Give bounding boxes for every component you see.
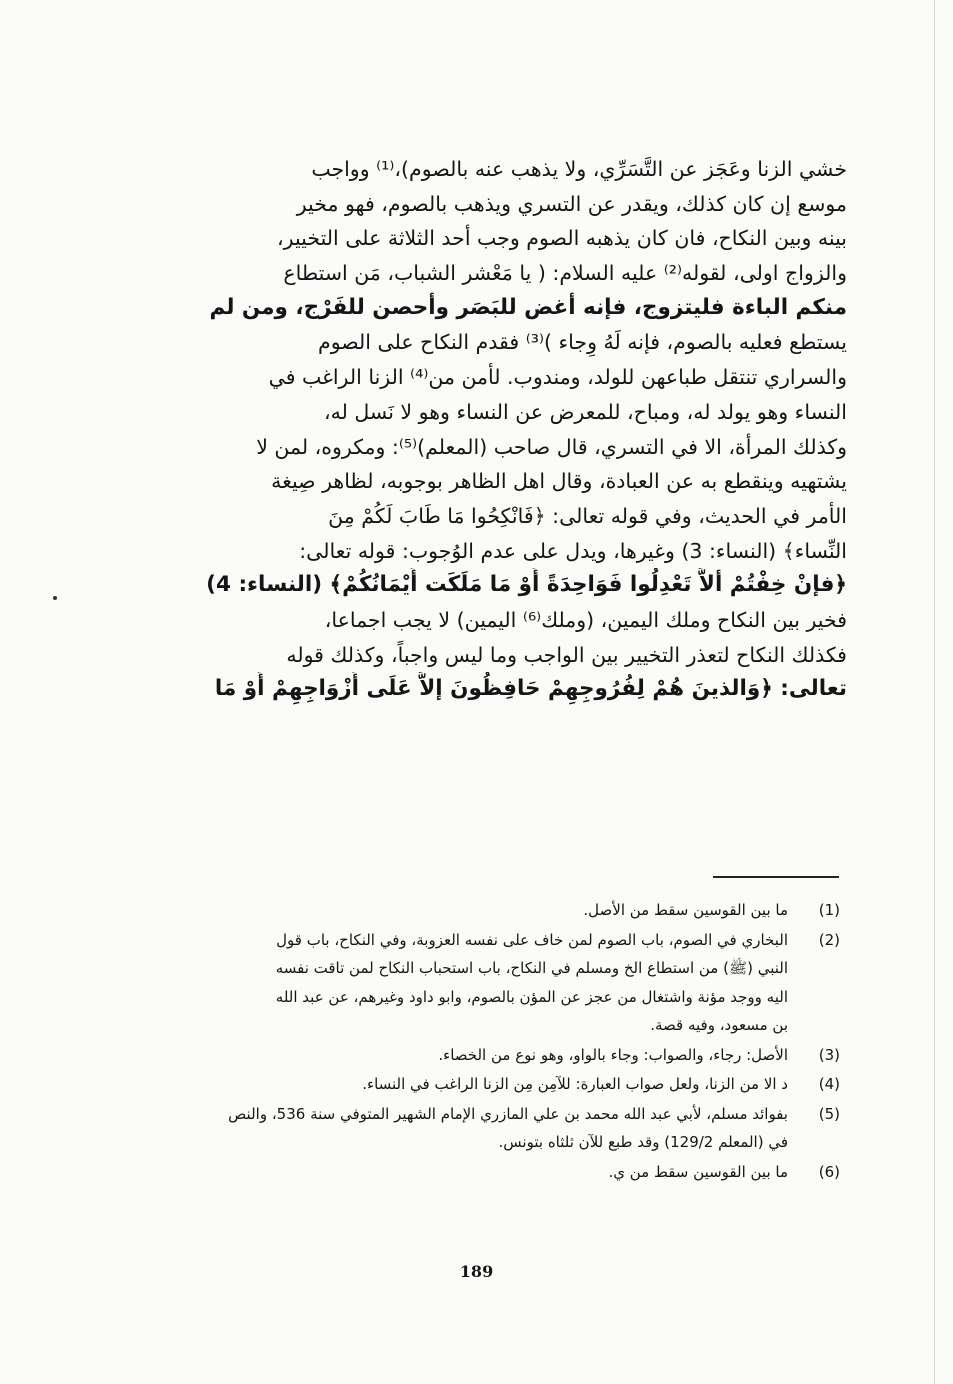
- footnote-line: في (المعلم 129/2) وقد طبع للآن ثلثاه بتونس.: [498, 1133, 788, 1151]
- ink-speck: [53, 596, 57, 600]
- footnote-line: بن مسعود، وفيه قصة.: [650, 1016, 788, 1034]
- body-line: فخير بين النكاح وملك اليمين، (وملك⁽⁶⁾ اليمين) لا يجب اجماعا،: [324, 607, 847, 632]
- body-line: النساء وهو يولد له، ومباح، للمعرض عن النساء وهو لا نَسل له،: [324, 399, 847, 424]
- footnote-text: [178, 1041, 788, 1070]
- footnote-line: ما بين القوسين سقط من الأصل.: [583, 901, 788, 919]
- footnote-line: د الا من الزنا، ولعل صواب العبارة: للآمِن مِن الزنا الراغب في النساء.: [362, 1075, 788, 1093]
- footnote-line: الأصل: رجاء، والصواب: وجاء بالواو، وهو نوع من الخصاء.: [438, 1045, 788, 1064]
- footnote-number: (2): [818, 930, 840, 949]
- body-line: موسع إن كان كذلك، ويقدر عن التسري ويذهب بالصوم، فهو مخير: [296, 191, 847, 216]
- footnote: [178, 1158, 840, 1187]
- footnote: [178, 1041, 840, 1070]
- footnote-number: (4): [818, 1075, 840, 1093]
- footnote: [178, 896, 840, 925]
- body-line: بينه وبين النكاح، فان كان يذهبه الصوم وجب أحد الثلاثة على التخيير،: [277, 226, 847, 251]
- footnote-line: البخاري في الصوم، باب الصوم لمن خاف على نفسه العزوبة، وفي النكاح، باب قول: [276, 930, 788, 949]
- footnote-number: (6): [818, 1162, 840, 1181]
- body-line: النِّساء﴾ (النساء: 3) وغيرها، ويدل على عدم الوُجوب: قوله تعالى:: [299, 538, 847, 563]
- footnote-text: [178, 896, 788, 925]
- body-line: والسراري تنتقل طباعهن للولد، ومندوب. لأمن من⁽⁴⁾ الزنا الراغب في: [268, 365, 847, 390]
- footnotes: [178, 896, 840, 1187]
- footnote-text: [178, 1158, 788, 1187]
- body-line-quran: ﴿فإنْ خِفْتُمْ ألاَّ تَعْدِلُوا فَوَاحِدَةً أَوْ مَا مَلَكَت أَيْمَانُكُمْ﴾ (النساء: 4): [206, 572, 847, 598]
- footnote-line: النبي (ﷺ) من استطاع الخ ومسلم في النكاح، باب استحباب النكاح لمن تاقت نفسه: [275, 959, 788, 977]
- body-line-quran: تعالى: ﴿وَالذينَ هُمْ لِفُرُوجِهِمْ حَافِظُونَ إلاَّ عَلَى أَزْوَاجِهِمْ أَوْ مَا: [214, 676, 847, 702]
- body-line: يستطع فعليه بالصوم، فإنه لَهُ وِجاء )⁽³⁾ فقدم النكاح على الصوم: [318, 330, 847, 355]
- body-line: يشتهيه وينقطع به عن العبادة، وقال اهل الظاهر بوجوبه، لظاهر صِيغة: [271, 469, 847, 494]
- footnote: [178, 1070, 840, 1099]
- main-text: [185, 152, 847, 707]
- body-line: والزواج اولى، لقوله⁽²⁾ عليه السلام: ( يا مَعْشر الشباب، مَن استطاع: [283, 261, 847, 286]
- page-edge-line: [934, 0, 935, 1384]
- footnote: [178, 1100, 840, 1157]
- footnote-number: (1): [818, 901, 840, 919]
- body-line-hadith: منكم الباءة فليتزوج، فإنه أغض للبَصَر وأحصن للفَرْج، ومن لم: [209, 294, 847, 320]
- footnote-text: [178, 1070, 788, 1099]
- page-number: 189: [459, 1262, 494, 1281]
- body-line: خشي الزنا وعَجَز عن التَّسَرِّي، ولا يذهب عنه بالصوم)،⁽¹⁾ وواجب: [311, 157, 847, 181]
- footnote-text: [178, 1100, 788, 1157]
- footnote: [178, 926, 840, 1040]
- footnote-number: (3): [818, 1045, 840, 1064]
- footnote-line: بفوائد مسلم، لأبي عبد الله محمد بن علي المازري الإمام الشهير المتوفي سنة 536، والنص: [228, 1104, 788, 1123]
- body-line: وكذلك المرأة، الا في التسري، قال صاحب (المعلم)⁽⁵⁾: ومكروه، لمن لا: [256, 434, 847, 459]
- footnote-separator: [713, 876, 839, 878]
- footnote-number: (5): [818, 1104, 840, 1123]
- footnote-text: [178, 926, 788, 1040]
- footnote-line: ما بين القوسين سقط من ي.: [608, 1162, 788, 1181]
- body-line: فكذلك النكاح لتعذر التخيير بين الواجب وما ليس واجباً، وكذلك قوله: [286, 642, 847, 667]
- body-line: الأمر في الحديث، وفي قوله تعالى: ﴿فَانْكِحُوا مَا طَابَ لَكُمْ مِنَ: [328, 503, 847, 528]
- footnote-line: اليه ووجد مؤنة واشتغال من عجز عن المؤن بالصوم، وابو داود وغيرهم، عن عبد الله: [275, 987, 788, 1006]
